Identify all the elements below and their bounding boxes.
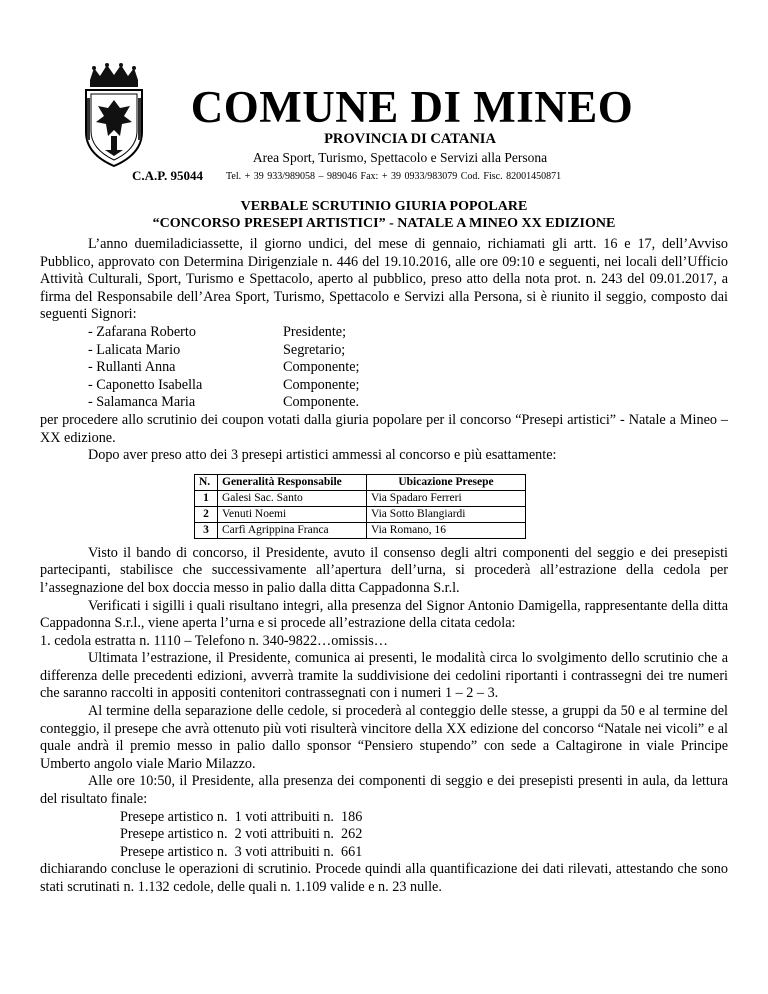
member-role: Presidente;	[283, 323, 347, 340]
table-row	[195, 490, 526, 506]
ultimata-paragraph: Ultimata l’estrazione, il Presidente, comunica ai presenti, le modalità circa lo svolgimento dello scrutinio che a differenza delle precedenti edizioni, avverrà tramite la suddivisione dei cedolini riportanti i contrassegni dei tre numeri che saranno raccolti in appositi contenitori contrassegnati con i numeri 1 – 2 – 3.	[40, 650, 728, 702]
member-name: - Rullanti Anna	[88, 359, 176, 376]
column-header-number: N.	[195, 474, 218, 490]
cell-location: Via Romano, 16	[367, 522, 526, 538]
member-name: - Salamanca Maria	[88, 394, 196, 411]
bando-paragraph: Visto il bando di concorso, il Presidente, avuto il consenso degli altri componenti del seggio e dei presepisti partecipanti, stabilisce che successivamente all’apertura dell’urna, si procederà all’estrazione della cedola per l’assegnazione del box doccia messo in palio dalla ditta Cappadonna S.r.l.	[40, 544, 728, 596]
member-role: Componente.	[283, 394, 360, 411]
cell-location: Via Spadaro Ferreri	[367, 490, 526, 506]
presepi-table-wrapper	[194, 474, 728, 539]
cell-number: 2	[195, 506, 218, 522]
member-role: Segretario;	[283, 341, 346, 358]
member-role: Componente;	[283, 376, 360, 393]
document-title	[0, 198, 768, 232]
document-body	[40, 236, 728, 897]
cell-number: 1	[195, 490, 218, 506]
column-header-location: Ubicazione Presepe	[367, 474, 526, 490]
table-row	[195, 506, 526, 522]
member-row	[88, 394, 728, 412]
cell-responsible: Carfì Agrippina Franca	[218, 522, 367, 538]
presepi-table	[194, 474, 526, 539]
cell-responsible: Galesi Sac. Santo	[218, 490, 367, 506]
document-title-line-1: VERBALE SCRUTINIO GIURIA POPOLARE	[240, 199, 528, 214]
closing-paragraph: dichiarando concluse le operazioni di scrutinio. Procede quindi alla quantificazione dei dati rilevati, attestando che sono stati scrutinati n. 1.132 cedole, delle quali n. 1.109 valide e n. 23 nulle.	[40, 861, 728, 895]
document-title-line-2: “CONCORSO PRESEPI ARTISTICI” - NATALE A MINEO XX EDIZIONE	[152, 216, 616, 231]
member-name: - Lalicata Mario	[88, 341, 181, 358]
members-list	[88, 324, 728, 412]
column-header-responsible: Generalità Responsabile	[218, 474, 367, 490]
member-row	[88, 359, 728, 377]
table-header-row	[195, 474, 526, 490]
sigilli-paragraph: Verificati i sigilli i quali risultano integri, alla presenza del Signor Antonio Damigella, rappresentante della ditta Cappadonna S.r.l., viene aperta l’urna e si procede all’estrazione della citata cedola:	[40, 597, 728, 632]
ore-paragraph: Alle ore 10:50, il Presidente, alla presenza dei componenti di seggio e dei presepisti presenti in aula, da lettura del risultato finale:	[40, 773, 728, 808]
department-name: Area Sport, Turismo, Spettacolo e Servizi alla Persona	[252, 150, 548, 165]
result-line: Presepe artistico n. 3 voti attribuiti n. 661	[120, 843, 363, 860]
purpose-paragraph: per procedere allo scrutinio dei coupon votati dalla giuria popolare per il concorso “Presepi artistici” - Natale a Mineo – XX edizione.	[40, 411, 728, 446]
municipality-title: COMUNE DI MINEO	[190, 82, 634, 132]
member-row	[88, 377, 728, 395]
cell-responsible: Venuti Noemi	[218, 506, 367, 522]
province-name: PROVINCIA DI CATANIA	[324, 131, 496, 147]
result-line: Presepe artistico n. 1 voti attribuiti n. 186	[120, 808, 363, 825]
separazione-paragraph: Al termine della separazione delle cedole, si procederà al conteggio delle stesse, a gruppi da 50 e al termine del conteggio, il presepe che avrà ottenuto più voti risulterà vincitore della XX edizione del concorso “Natale nei vicoli” e al quale andrà il premio messo in palio dallo sponsor “Pensiero stupendo” con sede a Caltagirone in viale Principe Umberto angolo viale Mario Milazzo.	[40, 703, 728, 772]
member-row	[88, 342, 728, 360]
postal-code: C.A.P. 95044	[132, 168, 204, 183]
cell-location: Via Sotto Blangiardi	[367, 506, 526, 522]
admitted-paragraph: Dopo aver preso atto dei 3 presepi artistici ammessi al concorso e più esattamente:	[88, 447, 557, 464]
member-role: Componente;	[283, 359, 360, 376]
table-row	[195, 522, 526, 538]
contact-info: Tel. + 39 933/989058 – 989046 Fax: + 39 0933/983079 Cod. Fisc. 82001450871	[226, 171, 562, 182]
intro-paragraph: L’anno duemiladiciassette, il giorno undici, del mese di gennaio, richiamati gli artt. 16 e 17, dell’Avviso Pubblico, approvato con Determina Dirigenziale n. 446 del 19.10.2016, alle ore 09:10 e seguenti, nei locali dell’Ufficio Attività Culturali, Sport, Turismo e Spettacolo, aperto al pubblico, preso atto della nota prot. n. 243 del 09.01.2017, a firma del Responsabile dell’Area Sport, Turismo, Spettacolo e Servizi alla Persona, si è riunito il seggio, composto dai seguenti Signori:	[40, 236, 728, 323]
coat-of-arms-icon	[78, 62, 150, 170]
member-row	[88, 324, 728, 342]
extraction-item: 1. cedola estratta n. 1110 – Telefono n. 340-9822…omissis…	[40, 632, 388, 649]
result-line: Presepe artistico n. 2 voti attribuiti n. 262	[120, 826, 363, 843]
member-name: - Caponetto Isabella	[88, 376, 203, 393]
member-name: - Zafarana Roberto	[88, 323, 196, 340]
cell-number: 3	[195, 522, 218, 538]
